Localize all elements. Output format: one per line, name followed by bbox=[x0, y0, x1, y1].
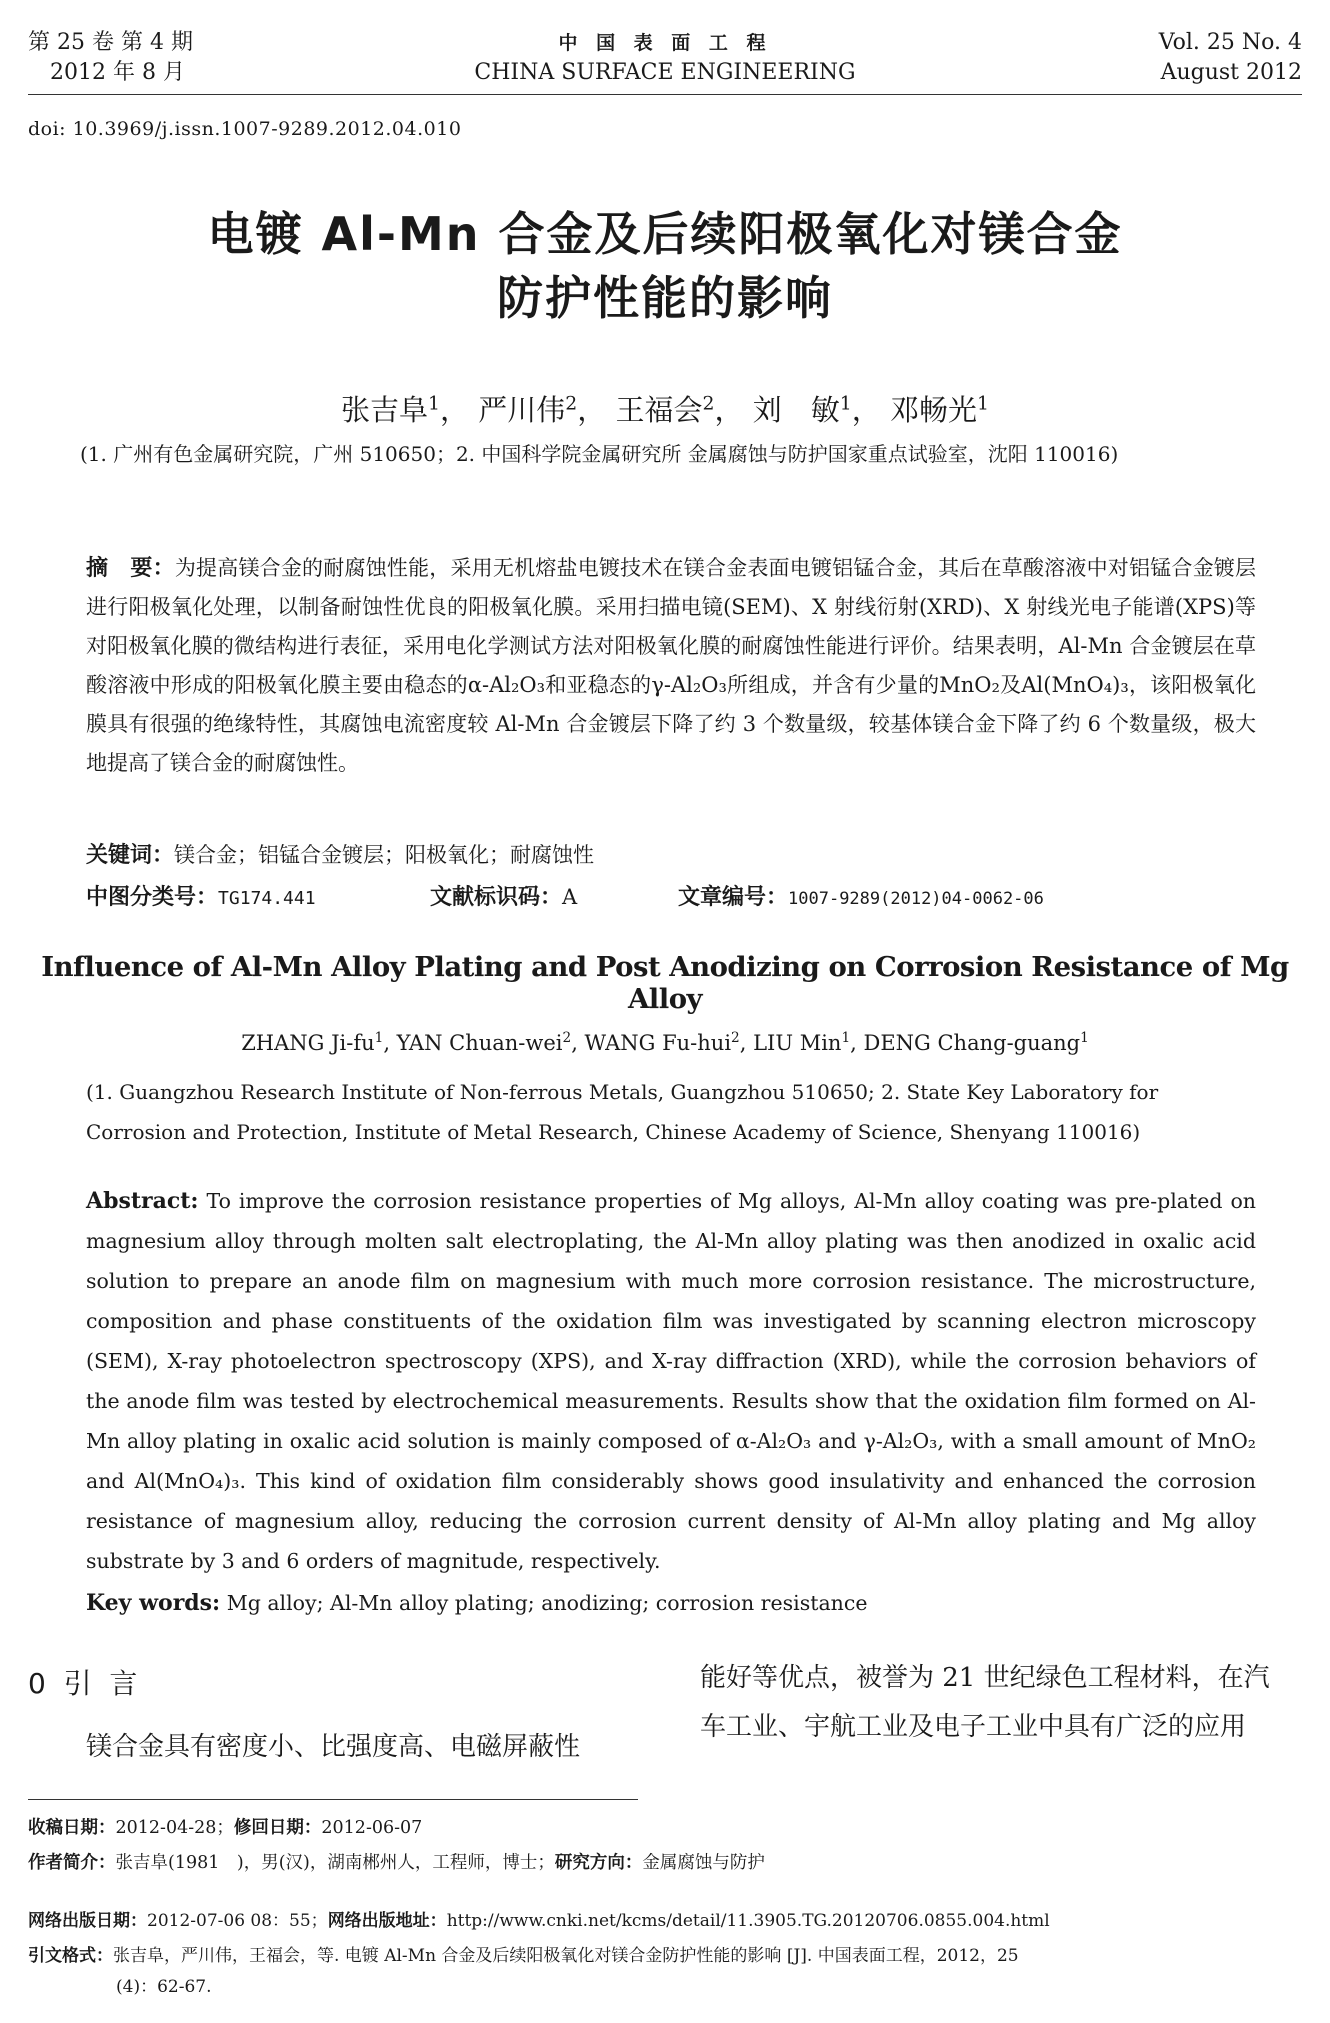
intro-right-column: 能好等优点，被誉为 21 世纪绿色工程材料，在汽 车工业、宇航工业及电子工业中具有广泛的应用 bbox=[700, 1663, 1270, 1742]
author: 刘 敏$^1$ bbox=[752, 393, 852, 427]
online-url-link[interactable]: http://www.cnki.net/kcms/detail/11.3905.TG.20120706.0855.004.html bbox=[446, 1911, 1050, 1931]
journal-volume-issue-cn: 第 25 卷 第 4 期 2012 年 8 月 bbox=[28, 30, 193, 85]
affiliation-en: (1. Guangzhou Research Institute of Non-ferrous Metals, Guangzhou 510650; 2. State Key Laboratory for Corrosion and Protection, Institute of Metal Research, Chinese Academy of Science, Shenyang 110016) bbox=[86, 1080, 1159, 1144]
title-cn-line2: 防护性能的影响 bbox=[497, 271, 833, 325]
title-cn-line1: 电镀 Al-Mn 合金及后续阳极氧化对镁合金 bbox=[207, 207, 1123, 261]
authors-en: ZHANG $Ji-fu^1$, YAN Chuan-wei$^2$, WANG Fu-hui$^2$, LIU Min$^1$, DENG Chang-guang$^1$ bbox=[241, 1030, 1089, 1055]
affiliation-cn: (1. 广州有色金属研究院，广州 510650；2. 中国科学院金属研究所 金属腐蚀与防护国家重点试验室，沈阳 110016) bbox=[80, 442, 1119, 466]
footnote-dates: 收稿日期：2012-04-28；修回日期：2012-06-07 bbox=[28, 1818, 423, 1838]
footnote-rule bbox=[28, 1799, 638, 1800]
authors-cn: 张吉阜$^1$， 严川伟$^2$， 王福会$^2$， 刘 敏$^1$， 邓畅光$^1$ bbox=[341, 393, 989, 427]
title-en: Influence of Al-Mn Alloy Plating and Post Anodizing on Corrosion Resistance of Mg Alloy bbox=[41, 951, 1289, 1015]
footnote-author-bio: 作者简介：张吉阜(1981 )，男(汉)，湖南郴州人，工程师，博士；研究方向：金属腐蚀与防护 bbox=[28, 1853, 765, 1873]
abstract-cn-label: 摘 要： bbox=[86, 556, 175, 581]
keywords-cn: 关键词：镁合金；铝锰合金镀层；阳极氧化；耐腐蚀性 bbox=[86, 843, 595, 868]
journal-volume-issue-en: Vol. 25 No. 4 August 2012 bbox=[1158, 30, 1302, 85]
document-code: 文献标识码：A bbox=[430, 885, 578, 910]
author-en: ZHANG $Ji-fu^1$ bbox=[241, 1030, 384, 1055]
author-en: LIU Min$^1$ bbox=[753, 1030, 851, 1055]
footnote-online: 网络出版日期：2012-07-06 08：55；网络出版地址：http://www.cnki.net/kcms/detail/11.3905.TG.20120706.0855.004.html bbox=[28, 1911, 1050, 1931]
author: 张吉阜$^1$ bbox=[341, 393, 441, 427]
header-rule bbox=[28, 94, 1302, 95]
article-number: 文章编号：1007-9289(2012)04-0062-06 bbox=[678, 885, 1044, 910]
journal-name: 中 国 表 面 工 程 CHINA SURFACE ENGINEERING bbox=[474, 32, 856, 85]
doi: doi: 10.3969/j.issn.1007-9289.2012.04.010 bbox=[28, 118, 462, 140]
section-heading-intro: 0 引 言 bbox=[28, 1667, 138, 1700]
classification-line: 中图分类号：TG174.441 bbox=[86, 885, 316, 910]
author: 王福会$^2$ bbox=[615, 393, 715, 427]
abstract-en-label: Abstract: bbox=[86, 1188, 199, 1214]
author: 邓畅光$^1$ bbox=[889, 393, 989, 427]
abstract-cn: 摘 要：为提高镁合金的耐腐蚀性能，采用无机熔盐电镀技术在镁合金表面电镀铝锰合金，其后在草酸溶液中对铝锰合金镀层进行阳极氧化处理，以制备耐蚀性优良的阳极氧化膜。采用扫描电镜(SEM)、X 射线衍射(XRD)、X 射线光电子能谱(XPS)等对阳极氧化膜的微结构进行表征，采用电化学测试方法对阳极氧化膜的耐腐蚀性能进行评价。结果表明，Al-Mn 合金镀层在草酸溶液中形成的阳极氧化膜主要由稳态的α-Al₂O₃和亚稳态的γ-Al₂O₃所组成，并含有少量的MnO₂及Al(MnO₄)₃，该阳极氧化膜具有很强的绝缘特性，其腐蚀电流密度较 Al-Mn 合金镀层下降了约 3 个数量级，较基体镁合金下降了约 6 个数量级，极大地提高了镁合金的耐腐蚀性。 bbox=[86, 556, 1257, 775]
footnote-citation: 引文格式：张吉阜，严川伟，王福会，等. 电镀 Al-Mn 合金及后续阳极氧化对镁合金防护性能的影响 [J]. 中国表面工程，2012，25 bbox=[28, 1946, 1019, 1966]
footnote-citation-cont: (4)：62-67. bbox=[116, 1977, 212, 1997]
keywords-en: Key words: Mg alloy; Al-Mn alloy plating; anodizing; corrosion resistance bbox=[86, 1590, 868, 1616]
intro-left-column: 镁合金具有密度小、比强度高、电磁屏蔽性 bbox=[86, 1732, 581, 1762]
author-en: YAN Chuan-wei$^2$ bbox=[396, 1030, 572, 1055]
author-en: WANG Fu-hui$^2$ bbox=[584, 1030, 740, 1055]
author-en: DENG Chang-guang$^1$ bbox=[863, 1030, 1089, 1055]
author: 严川伟$^2$ bbox=[478, 393, 578, 427]
abstract-en: Abstract: To improve the corrosion resistance properties of Mg alloys, Al-Mn alloy coating was pre-plated on magnesium alloy through molten salt electroplating, the Al-Mn alloy plating was then anodized in oxalic acid solution to prepare an anode film on magnesium with much more corrosion resistance. The microstructure, composition and phase constituents of the oxidation film was investigated by scanning electron microscopy (SEM), X-ray photoelectron spectroscopy (XPS), and X-ray diffraction (XRD), while the corrosion behaviors of the anode film was tested by electrochemical measurements. Results show that the oxidation film formed on Al-Mn alloy plating in oxalic acid solution is mainly composed of α-Al₂O₃ and γ-Al₂O₃, with a small amount of MnO₂ and Al(MnO₄)₃. This kind of oxidation film considerably shows good insulativity and enhanced the corrosion resistance of magnesium alloy, reducing the corrosion current density of Al-Mn alloy plating and Mg alloy substrate by 3 and 6 orders of magnitude, respectively. bbox=[86, 1188, 1256, 1573]
